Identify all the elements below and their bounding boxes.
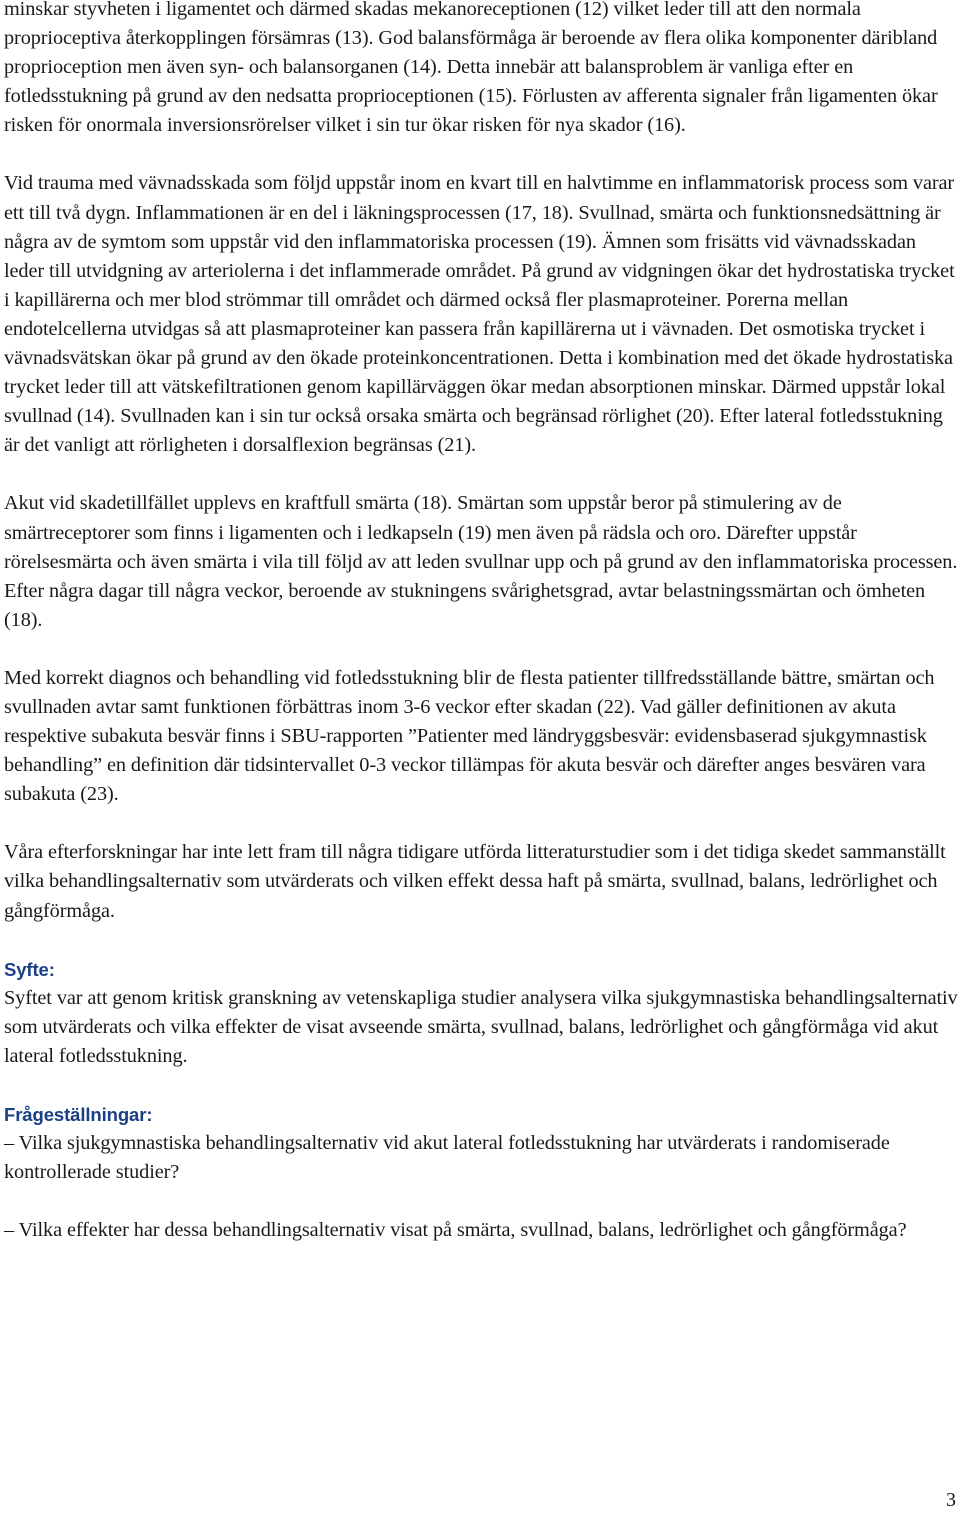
paragraph-research: Våra efterforskningar har inte lett fram till några tidigare utförda litteraturstudier som i det tidiga skedet sammanställt vilka behandlingsalternativ som utvärderats och vilken effekt dessa haft på smärta, svullnad, balans, ledrörlighet och gångförmåga. bbox=[4, 841, 946, 922]
paragraph-pain: Akut vid skadetillfället upplevs en kraftfull smärta (18). Smärtan som uppstår beror på stimulering av de smärtreceptorer som finns i ligamenten och i ledkapseln (19) men även på rädsla och oro. Därefter uppstår rörelsesmärta och även smärta i vila till följd av att leden svullnar upp och på grund av den inflammatoriska processen. Efter några dagar till några veckor, beroende av stukningens svårighetsgrad, avtar belastningssmärtan och ömheten (18). bbox=[4, 492, 958, 631]
paragraph-gap bbox=[4, 1071, 959, 1100]
fragestallningar-heading: Frågeställningar: bbox=[4, 1104, 153, 1125]
syfte-heading: Syfte: bbox=[4, 958, 55, 980]
paragraph-gap bbox=[4, 1187, 959, 1216]
paragraph-inflammation: Vid trauma med vävnadsskada som följd uppstår inom en kvart till en halvtimme en inflammatorisk process som varar ett till två dygn. Inflammationen är en del i läkningsprocessen (17, 18). Svullnad, smärta och funktionsnedsättning är några av de symtom som uppstår vid den inflammatoriska processen (19). Ämnen som frisätts vid vävnadsskadan leder till utvidgning av arteriolerna i det inflammerade området. På grund av vidgningen ökar det hydrostatiska trycket i kapillärerna och mer blod strömmar till området och därmed också fler plasmaproteiner. Porerna mellan endotelcellerna utvidgas så att plasmaproteiner kan passera från kapillärerna ut i vävnaden. Det osmotiska trycket i vävnadsvätskan ökar på grund av den ökade proteinkoncentrationen. Detta i kombination med det ökade hydrostatiska trycket leder till att vätskefiltrationen genom kapillärväggen ökar medan absorptionen minskar. Därmed uppstår lokal svullnad (14). Svullnaden kan i sin tur också orsaka smärta och begränsad rörlighet (20). Efter lateral fotledsstukning är det vanligt att rörligheten i dorsalflexion begränsas (21). bbox=[4, 172, 955, 457]
paragraph-gap bbox=[4, 809, 959, 838]
page-number: 3 bbox=[946, 1489, 956, 1511]
question-item-1: – Vilka sjukgymnastiska behandlingsalternativ vid akut lateral fotledsstukning har utvärderats i randomiserade kontrollerade studier? bbox=[4, 1132, 890, 1184]
paragraph-gap bbox=[4, 635, 959, 664]
paragraph-gap bbox=[4, 460, 959, 489]
paragraph-diagnosis: Med korrekt diagnos och behandling vid fotledsstukning blir de flesta patienter tillfredsställande bättre, smärtan och svullnaden avtar samt funktionen förbättras inom 3-6 veckor efter skadan (22). Vad gäller definitionen av akuta respektive subakuta besvär finns i SBU-rapporten ”Patienter med ländryggsbesvär: evidensbaserad sjukgymnastisk behandling” en definition där tidsintervallet 0-3 veckor tillämpas för akuta besvär och därefter anges besvären vara subakuta (23). bbox=[4, 666, 935, 806]
document-page bbox=[4, 0, 959, 1245]
paragraph-proprioception: minskar styvheten i ligamentet och därmed skadas mekanoreceptionen (12) vilket leder till att den normala proprioceptiva återkopplingen försämras (13). God balansförmåga är beroende av flera olika komponenter däribland proprioception men även syn- och balansorganen (14). Detta innebär att balansproblem är vanliga efter en fotledsstukning på grund av den nedsatta proprioceptionen (15). Förlusten av afferenta signaler från ligamenten ökar risken för onormala inversionsrörelser vilket i sin tur ökar risken för nya skador (16). bbox=[4, 0, 938, 137]
question-item-2: – Vilka effekter har dessa behandlingsalternativ visat på smärta, svullnad, balans, ledrörlighet och gångförmåga? bbox=[4, 1219, 907, 1242]
paragraph-gap bbox=[4, 926, 959, 955]
paragraph-gap bbox=[4, 140, 959, 169]
syfte-text: Syftet var att genom kritisk granskning av vetenskapliga studier analysera vilka sjukgymnastiska behandlingsalternativ som utvärderats och vilka effekter de visat avseende smärta, svullnad, balans, ledrörlighet och gångförmåga vid akut lateral fotledsstukning. bbox=[4, 986, 958, 1067]
